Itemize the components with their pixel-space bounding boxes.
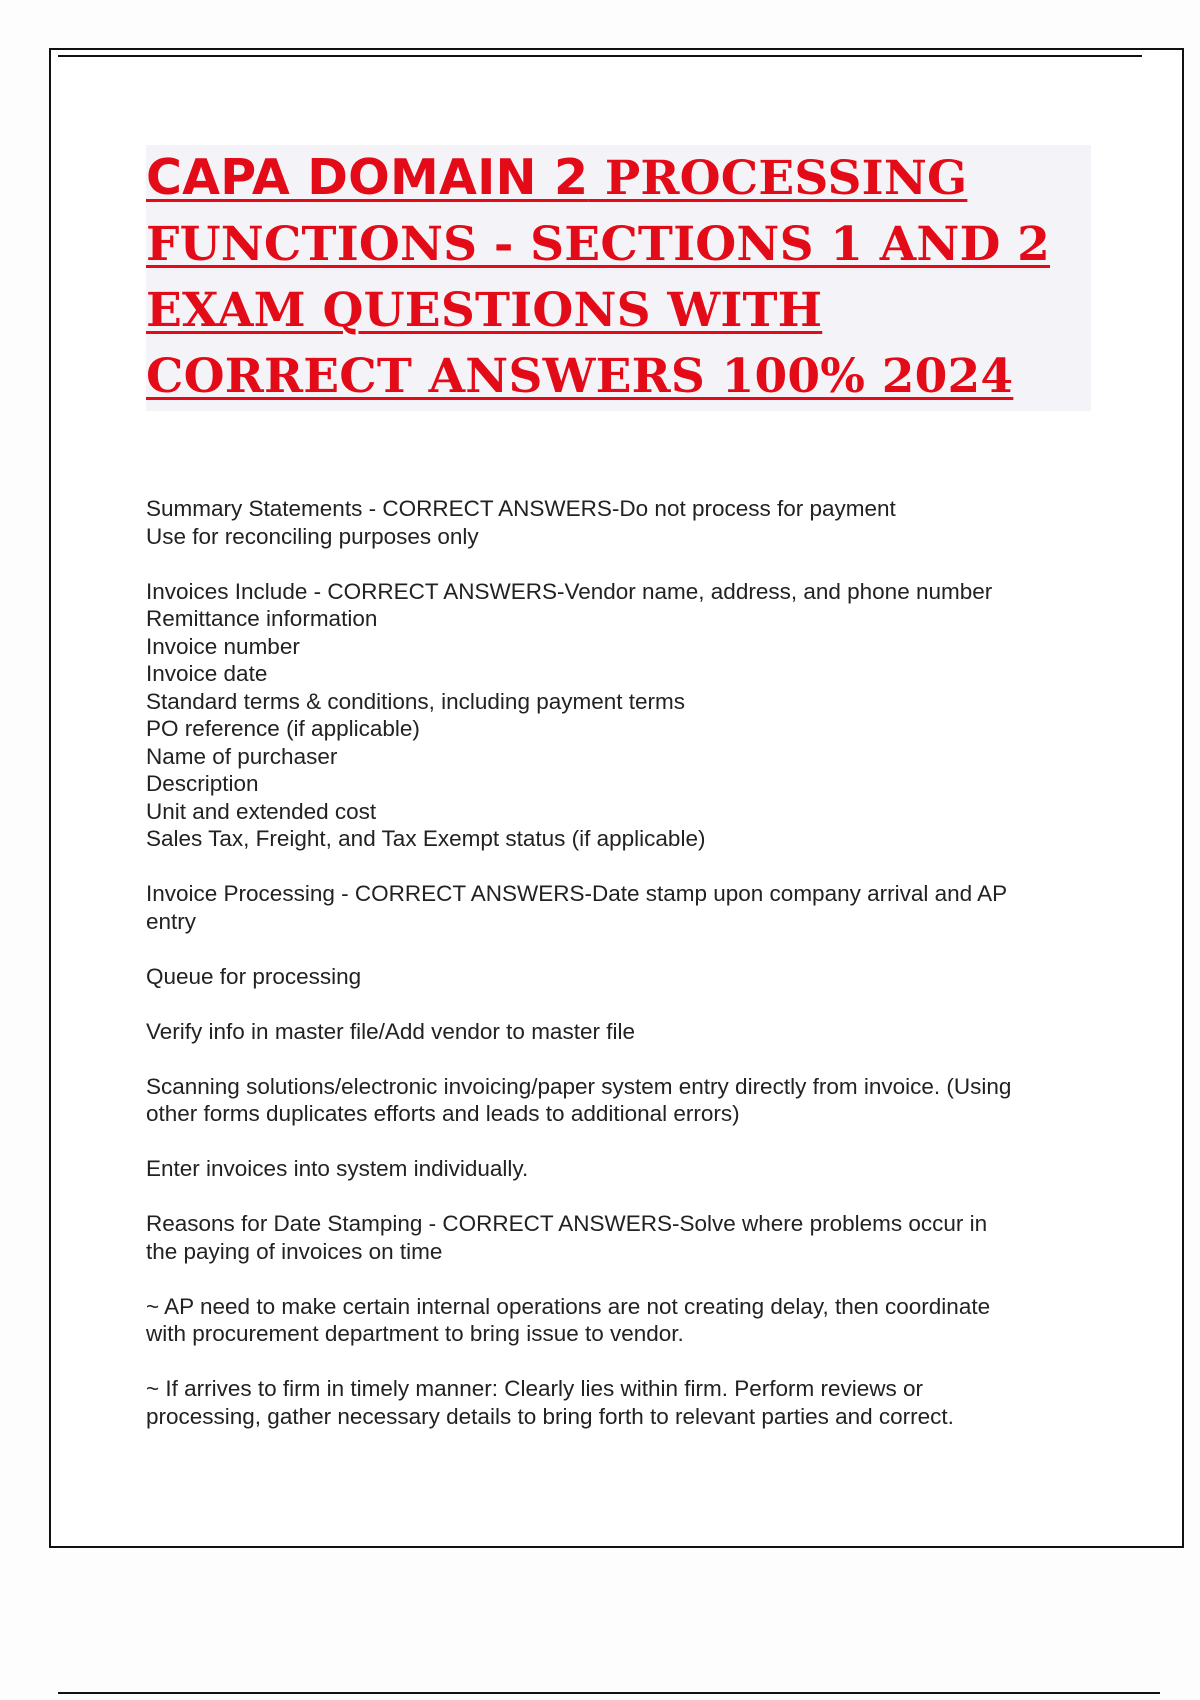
text-line: Invoices Include - CORRECT ANSWERS-Vendor name, address, and phone number <box>146 578 993 604</box>
top-divider <box>58 55 1142 57</box>
text-line: Reasons for Date Stamping - CORRECT ANSWERS-Solve where problems occur in <box>146 1211 988 1236</box>
qa-block <box>146 1073 1136 1128</box>
text-line: Queue for processing <box>146 963 362 989</box>
qa-block <box>146 1210 1136 1265</box>
text-line: Invoice number <box>146 633 300 659</box>
title-rest: PROCESSING FUNCTIONS - SECTIONS 1 AND 2 EXAM QUESTIONS WITH CORRECT ANSWERS 100% 2024 <box>146 151 1051 404</box>
title-block <box>146 145 1091 411</box>
text-line: Use for reconciling purposes only <box>146 523 479 549</box>
qa-block <box>146 1155 1136 1183</box>
qa-block <box>146 963 1136 991</box>
text-line: Description <box>146 771 259 796</box>
text-line: Invoice date <box>146 661 268 686</box>
text-line: PO reference (if applicable) <box>146 716 420 741</box>
title-lead: CAPA DOMAIN 2 <box>146 149 589 206</box>
qa-block <box>146 1018 1136 1046</box>
qa-content <box>146 495 1136 1458</box>
text-line: Verify info in master file/Add vendor to master file <box>146 1018 635 1044</box>
qa-block <box>146 495 1136 550</box>
text-line: with procurement department to bring issue to vendor. <box>146 1321 684 1346</box>
text-line: Invoice Processing - CORRECT ANSWERS-Date stamp upon company arrival and AP <box>146 881 1008 906</box>
document-title <box>146 145 1091 410</box>
text-line: the paying of invoices on time <box>146 1238 443 1264</box>
text-line: Scanning solutions/electronic invoicing/paper system entry directly from invoice. (Using <box>146 1073 1012 1099</box>
text-line: processing, gather necessary details to bring forth to relevant parties and correct. <box>146 1403 954 1429</box>
text-line: Sales Tax, Freight, and Tax Exempt status (if applicable) <box>146 826 706 851</box>
text-line: Remittance information <box>146 606 378 631</box>
text-line: entry <box>146 908 197 934</box>
text-line: ~ If arrives to firm in timely manner: Clearly lies within firm. Perform reviews or <box>146 1376 924 1401</box>
qa-block <box>146 880 1136 935</box>
text-line: ~ AP need to make certain internal operations are not creating delay, then coordinate <box>146 1293 991 1319</box>
text-line: Enter invoices into system individually. <box>146 1156 529 1181</box>
text-line: Name of purchaser <box>146 743 338 769</box>
qa-block <box>146 1375 1136 1430</box>
qa-block <box>146 1293 1136 1348</box>
document-page <box>49 48 1184 1548</box>
qa-block <box>146 578 1136 853</box>
text-line: Summary Statements - CORRECT ANSWERS-Do not process for payment <box>146 496 896 521</box>
text-line: other forms duplicates efforts and leads to additional errors) <box>146 1101 740 1126</box>
bottom-divider <box>58 1692 1160 1694</box>
text-line: Unit and extended cost <box>146 798 377 824</box>
text-line: Standard terms & conditions, including payment terms <box>146 688 686 714</box>
